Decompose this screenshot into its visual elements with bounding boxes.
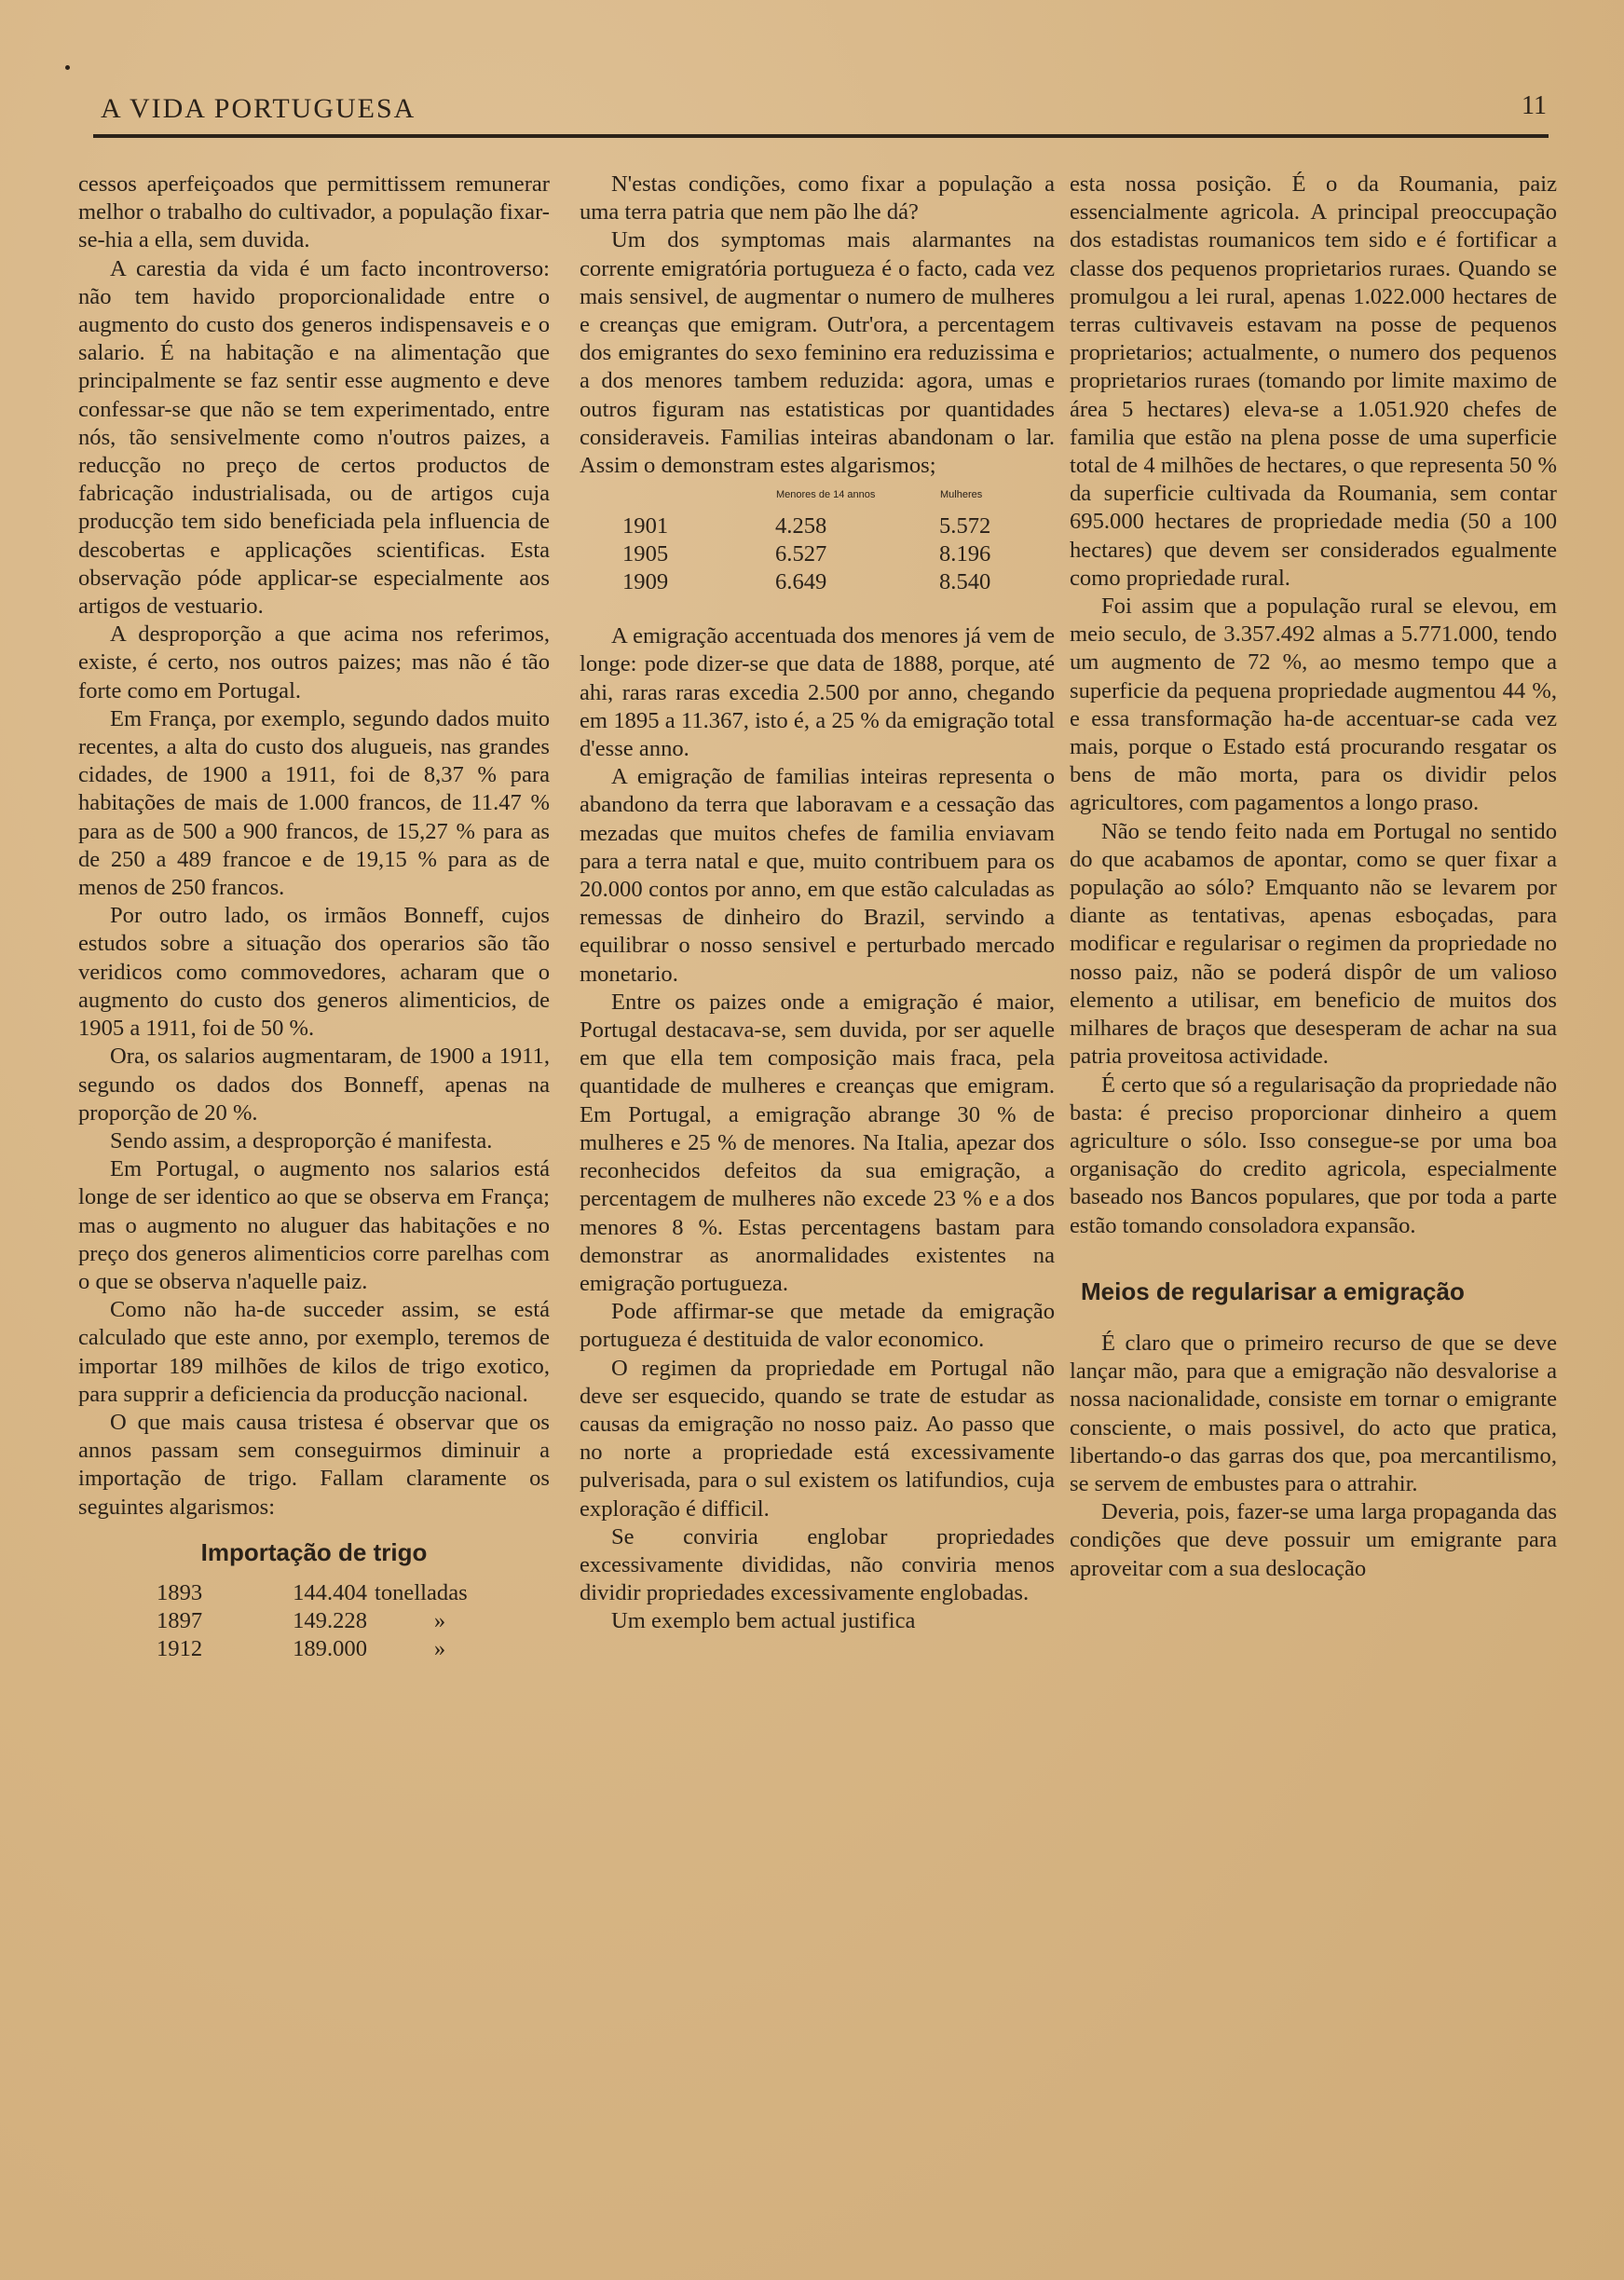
paragraph: Como não ha-de succeder assim, se está calculado que este anno, por exemplo, teremos de importar 189 milhões de kilos de trigo exotico, para supprir a deficiencia da producção nacional. (78, 1297, 550, 1407)
paragraph: Em Portugal, o augmento nos salarios está longe de ser identico ao que se observa em França; mas o augmento no aluguer das habitações e no preço dos generos alimenticios corre parelhas com o que se observa n'aquelle paiz. (78, 1156, 550, 1294)
table-row (622, 568, 1023, 596)
paragraph: É claro que o primeiro recurso de que se deve lançar mão, para que a emigração não desvalorise a nossa nacionalidade, consiste em tornar o emigrante consciente, o mais possivel, do acto que pratica, libertando-o das garras dos que, poa mercantilismo, se servem de embustes para o attrahir. (1070, 1330, 1557, 1496)
paragraph: O regimen da propriedade em Portugal não deve ser esquecido, quando se trate de estudar as causas da emigração no nosso paiz. Ao passo que no norte a propriedade está excessivamente pulverisada, para o sul existem os latifundios, cuja exploração é difficil. (580, 1355, 1055, 1522)
cell-value: 144.404 (293, 1579, 367, 1605)
paragraph: cessos aperfeiçoados que permittissem remunerar melhor o trabalho do cultivador, a população fixar-se-hia a ella, sem duvida. (78, 171, 550, 253)
column-1 (78, 171, 550, 1663)
paragraph: esta nossa posição. É o da Roumania, paiz essencialmente agricola. A principal preoccupação dos estadistas roumanicos tem sido e é fortificar a classe dos pequenos proprietarios ruraes. Quando se promulgou a lei rural, apenas 1.022.000 hectares de terras cultivaveis estavam na posse de pequenos proprietarios; actualmente, o numero dos pequenos proprietarios ruraes (tomando por limite maximo de área 5 hectares) eleva-se a 1.051.920 chefes de familia que estão na plena posse de uma superficie total de 4 milhões de hectares, o que representa 50 % da superficie cultivada da Roumania, sem contar 695.000 hectares de propriedade media (50 a 100 hectares) que devem ser considerados egualmente como propriedade rural. (1070, 171, 1557, 591)
paragraph: Ora, os salarios augmentaram, de 1900 a 1911, segundo os dados dos Bonneff, apenas na proporção de 20 %. (78, 1044, 550, 1126)
wheat-import-table (157, 1579, 505, 1663)
paragraph: A emigração de familias inteiras representa o abandono da terra que laboravam e a cessação das mezadas que muitos chefes de familia enviavam para a terra natal e que, muito contribuem para os 20.000 contos por anno, em que estão calculadas as remessas de dinheiro do Brazil, servindo a equilibrar o nosso sensivel e perturbado mercado monetario. (580, 764, 1055, 987)
paragraph: Se conviria englobar propriedades excessivamente divididas, não conviria menos dividir propriedades excessivamente englobadas. (580, 1523, 1055, 1606)
table-row (622, 512, 1023, 540)
cell-year: 1912 (157, 1635, 203, 1661)
cell-value: 189.000 (293, 1635, 367, 1661)
cell-year: 1905 (622, 541, 669, 567)
cell-women: 5.572 (939, 513, 991, 539)
paragraph: Por outro lado, os irmãos Bonneff, cujos estudos sobre a situação dos operarios são tão veridicos como commovedores, acharam que o augmento do custo dos generos alimenticios, de 1905 a 1911, foi de 50 %. (78, 903, 550, 1042)
section-heading: Meios de regularisar a emigração (1081, 1277, 1465, 1305)
cell-value: 149.228 (293, 1607, 367, 1633)
emigration-table (622, 487, 1023, 596)
paragraph: Em França, por exemplo, segundo dados muito recentes, a alta do custo dos alugueis, nas grandes cidades, de 1900 a 1911, foi de 8,37 % para habitações de mais de 1.000 francos, de 11.47 % para as de 500 a 900 francos, de 15,27 % para as de 250 a 489 francoe e de 19,15 % para as de menos de 250 francos. (78, 705, 550, 901)
cell-unit: » (433, 1607, 446, 1633)
cell-year: 1901 (622, 513, 669, 539)
header-minors: Menores de 14 annos (776, 489, 876, 501)
paragraph: Sendo assim, a desproporção é manifesta. (110, 1127, 493, 1154)
cell-women: 8.540 (939, 569, 991, 595)
paragraph: Entre os paizes onde a emigração é maior, Portugal destacava-se, sem duvida, por ser aquelle em que ella tem composição mais fraca, pela quantidade de mulheres e creanças que emigram. Em Portugal, a emigração abrange 30 % de mulheres e 25 % de menores. Na Italia, apezar dos reconhecidos defeitos da sua emigração, a percentagem de mulheres não excede 23 % e a dos menores 8 %. Estas percentagens bastam para demonstrar as anormalidades existentes na emigração portugueza. (580, 989, 1055, 1296)
page-header (93, 91, 1547, 125)
table-row (622, 540, 1023, 568)
table-row (157, 1635, 505, 1663)
header-rule (93, 134, 1549, 138)
paragraph: Foi assim que a população rural se elevou, em meio seculo, de 3.357.492 almas a 5.771.000, tendo um augmento de 72 %, ao mesmo tempo que a superficie da pequena propriedade augmentou 44 %, e essa transformação ha-de accentuar-se cada vez mais, porque o Estado está procurando resgatar os bens de mão morta, para os dividir pelos agricultores, com pagamentos a longo praso. (1070, 594, 1557, 816)
paragraph: N'estas condições, como fixar a população a uma terra patria que nem pão lhe dá? (580, 171, 1055, 225)
cell-unit: » (433, 1635, 446, 1661)
paragraph: Não se tendo feito nada em Portugal no sentido do que acabamos de apontar, como se quer fixar a população ao sólo? Emquanto não se levarem por diante as tentativas, apenas esboçadas, para modificar e regularisar o regimen da propriedade no nosso paiz, não se poderá dispôr de um valioso elemento a utilisar, em beneficio de muitos dos milhares de braços que desesperam de achar na sua patria proveitosa actividade. (1070, 818, 1557, 1070)
cell-minors: 4.258 (775, 513, 827, 539)
paragraph: A desproporção a que acima nos referimos, existe, é certo, nos outros paizes; mas não é tão forte como em Portugal. (78, 621, 550, 703)
paragraph: A carestia da vida é um facto incontroverso: não tem havido proporcionalidade entre o augmento do custo dos generos indispensaveis e o salario. É na habitação e na alimentação que principalmente se faz sentir esse augmento e deve confessar-se que não se tem experimentado, entre nós, tão sensivelmente como n'outros paizes, a reducção no preço de certos productos de fabricação industrialisada, ou de artigos cuja producção tem sido beneficiada pela influencia de descobertas e applicações scientificas. Esta observação póde applicar-se especialmente aos artigos de vestuario. (78, 255, 550, 620)
header-women: Mulheres (940, 489, 983, 501)
paragraph: Um dos symptomas mais alarmantes na corrente emigratória portugueza é o facto, cada vez mais sensivel, de augmentar o numero de mulheres e creanças que emigram. Outr'ora, a percentagem dos emigrantes do sexo feminino era reduzissima e a dos menores tambem reduzida: agora, umas e outros figuram nas estatisticas por quantidades consideraveis. Familias inteiras abandonam o lar. Assim o demonstram estes algarismos; (580, 227, 1055, 479)
cell-unit: tonelladas (375, 1579, 468, 1605)
table-header-row (622, 487, 1023, 512)
cell-year: 1897 (157, 1607, 203, 1633)
cell-minors: 6.649 (775, 569, 827, 595)
running-title: A VIDA PORTUGUESA (101, 93, 416, 124)
paragraph: Deveria, pois, fazer-se uma larga propaganda das condições que deve possuir um emigrante para aproveitar com a sua deslocação (1070, 1499, 1557, 1581)
paragraph: O que mais causa tristesa é observar que os annos passam sem conseguirmos diminuir a importação de trigo. Fallam claramente os seguintes algarismos: (78, 1409, 550, 1520)
paragraph: Pode affirmar-se que metade da emigração portugueza é destituida de valor economico. (580, 1299, 1055, 1353)
cell-minors: 6.527 (775, 541, 827, 567)
table-row (157, 1579, 505, 1607)
column-2 (580, 171, 1055, 1636)
cell-women: 8.196 (939, 541, 991, 567)
paragraph: Um exemplo bem actual justifica (611, 1608, 916, 1634)
paragraph: A emigração accentuada dos menores já vem de longe: pode dizer-se que data de 1888, porque, até ahi, raras raras excedia 2.500 por anno, chegando em 1895 a 11.367, isto é, a 25 % da emigração total d'esse anno. (580, 623, 1055, 762)
cell-year: 1909 (622, 569, 669, 595)
page-number: 11 (1522, 91, 1547, 120)
ink-speck (65, 65, 70, 70)
cell-year: 1893 (157, 1579, 203, 1605)
table-row (157, 1607, 505, 1635)
wheat-table-title: Importação de trigo (200, 1537, 428, 1566)
column-3 (1070, 171, 1557, 1583)
paragraph: É certo que só a regularisação da propriedade não basta: é preciso proporcionar dinheiro a quem agriculture o sólo. Isso consegue-se por uma boa organisação do credito agricola, especialmente baseado nos Bancos populares, que por toda a parte estão tomando consoladora expansão. (1070, 1072, 1557, 1238)
